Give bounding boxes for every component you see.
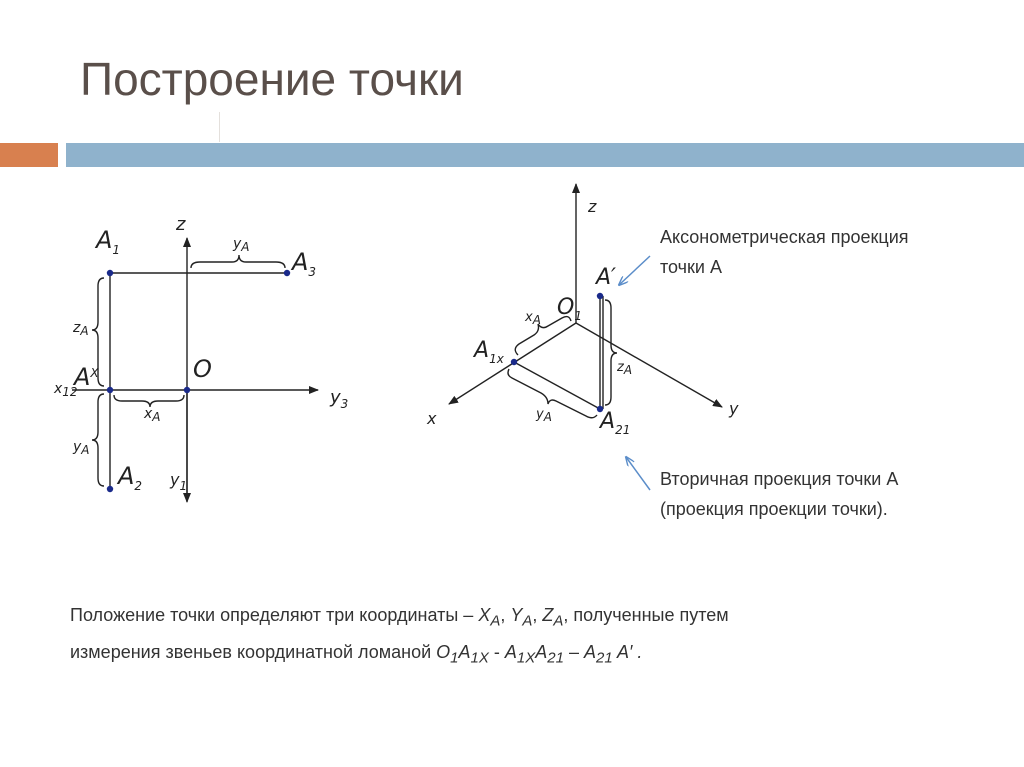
point-a2 (107, 486, 113, 492)
svg-text:y1 (169, 470, 187, 493)
axo-label-a21: A (600, 409, 616, 434)
polyline-o1-sub: 1 (450, 649, 459, 667)
axo-label-ya-sub: A (543, 410, 552, 424)
paragraph-line1-tail: , полученные путем (563, 605, 729, 625)
svg-text:A1 (94, 226, 120, 257)
point-a1 (107, 270, 113, 276)
label-o: O (193, 355, 212, 383)
svg-text:O (193, 355, 212, 383)
label-ya-left-sub: A (81, 443, 90, 457)
point-aprime (597, 293, 603, 299)
brace-ya-top (191, 255, 285, 268)
axo-label-a1x: A (474, 338, 490, 363)
svg-text:A1x (472, 338, 505, 366)
svg-text:x (426, 409, 437, 428)
axo-label-o1-sub: 1 (574, 309, 582, 323)
polyline-a1x-2-sub: 1X (516, 649, 536, 667)
x-coordinate: X (478, 605, 491, 625)
svg-text:xA (524, 310, 541, 327)
polyline-aprime: A′ . (612, 641, 643, 662)
label-a3: A (292, 248, 309, 276)
label-a1-sub: 1 (112, 243, 121, 257)
label-z: z (176, 214, 186, 235)
label-ax: A (74, 363, 91, 391)
svg-text:z (587, 197, 597, 216)
svg-text:zA (616, 360, 632, 377)
brace-ya-left (92, 394, 104, 486)
polyline-a1x: A (458, 641, 471, 662)
point-a3 (284, 270, 290, 276)
axo-brace-xa (515, 317, 571, 355)
label-y1: y (170, 470, 180, 489)
secondary-note-line2: (проекция проекции точки). (660, 499, 888, 519)
arrow-to-a21 (626, 457, 650, 490)
y-coordinate: Y (510, 605, 523, 625)
label-x12-sub: 12 (62, 385, 78, 399)
dash: - (488, 641, 505, 662)
axo-label-o1: O (557, 295, 575, 320)
svg-text:A2 (116, 462, 142, 493)
svg-text:y3 (329, 387, 348, 411)
secondary-projection-note (660, 464, 1000, 524)
svg-text:xA (143, 406, 161, 424)
z-coordinate-sub: A (553, 612, 564, 630)
axo-label-za-sub: A (623, 363, 633, 377)
axonometric-diagram (449, 184, 722, 418)
arrow-to-aprime (619, 256, 650, 285)
svg-text:A′ (594, 265, 616, 290)
point-ax (107, 387, 113, 393)
x-coordinate-sub: A (490, 612, 501, 630)
axo-label-xa-sub: A (532, 313, 541, 327)
axo-label-x: x (427, 409, 437, 428)
axo-y-axis (576, 323, 722, 407)
label-ya-top: y (233, 236, 242, 252)
axo-label-y: y (729, 399, 739, 418)
polyline-a21: A (535, 641, 548, 662)
svg-text:A3 (290, 248, 316, 279)
label-ax-sub: X (90, 366, 99, 380)
svg-text:AX (72, 363, 99, 391)
label-ya-top-sub: A (241, 240, 250, 254)
svg-text:A21 (598, 409, 630, 437)
svg-text:z (175, 214, 186, 235)
label-x12: x (54, 381, 63, 397)
label-a2-sub: 2 (134, 479, 143, 493)
axonometric-note-line2: точки А (660, 257, 722, 277)
polyline-a21-2-sub: 21 (596, 649, 613, 667)
separator: , (532, 605, 543, 625)
axo-label-aprime: A′ (596, 265, 617, 290)
axo-label-z: z (588, 197, 597, 216)
svg-text:yA (535, 407, 552, 424)
secondary-note-line1: Вторичная проекция точки А (660, 469, 899, 489)
slide-title: Построение точки (80, 53, 464, 105)
polyline-a1x-2: A (504, 641, 517, 662)
separator: , (500, 605, 511, 625)
polyline-a21-2: A (583, 641, 596, 662)
paragraph-line1-text: Положение точки определяют три координаты – (70, 605, 479, 625)
axo-brace-ya (508, 369, 597, 418)
z-coordinate: Z (542, 605, 554, 625)
label-za: z (73, 320, 81, 336)
polyline-a21-sub: 21 (547, 649, 564, 667)
label-za-sub: A (80, 324, 89, 338)
label-a1: A (96, 226, 113, 254)
axo-label-ya: y (536, 407, 544, 422)
label-a2: A (118, 462, 135, 490)
axonometric-note (660, 222, 990, 282)
svg-text:y (728, 399, 739, 418)
paragraph-line2 (70, 637, 970, 674)
y-coordinate-sub: A (522, 612, 533, 630)
label-xa-sub: A (152, 410, 161, 424)
polyline-o1: O (436, 641, 451, 662)
label-ya-left: y (73, 439, 82, 455)
svg-text:yA (232, 236, 250, 254)
label-y3-sub: 3 (340, 397, 349, 411)
label-a3-sub: 3 (308, 265, 317, 279)
axo-label-a21-sub: 21 (615, 423, 631, 437)
polyline-a1x-sub: 1X (470, 649, 489, 667)
coordinates-paragraph (70, 600, 970, 673)
point-o (184, 387, 190, 393)
point-a1x (511, 359, 517, 365)
paragraph-line2-text: измерения звеньев координатной ломаной (70, 641, 437, 662)
axo-brace-za (605, 300, 617, 405)
svg-text:zA (72, 320, 89, 338)
axo-label-xa: x (525, 310, 533, 325)
paragraph-line1 (70, 600, 970, 637)
axonometric-note-line1: Аксонометрическая проекция (660, 227, 909, 247)
svg-text:O1 (557, 295, 582, 323)
axo-label-za: z (617, 360, 624, 375)
svg-text:yA (72, 439, 90, 457)
label-y3: y (330, 387, 341, 408)
dash: – (563, 641, 584, 662)
orthographic-labels (53, 214, 348, 493)
label-xa: x (144, 406, 153, 422)
axo-label-a1x-sub: 1x (489, 352, 504, 366)
label-y1-sub: 1 (179, 479, 188, 493)
